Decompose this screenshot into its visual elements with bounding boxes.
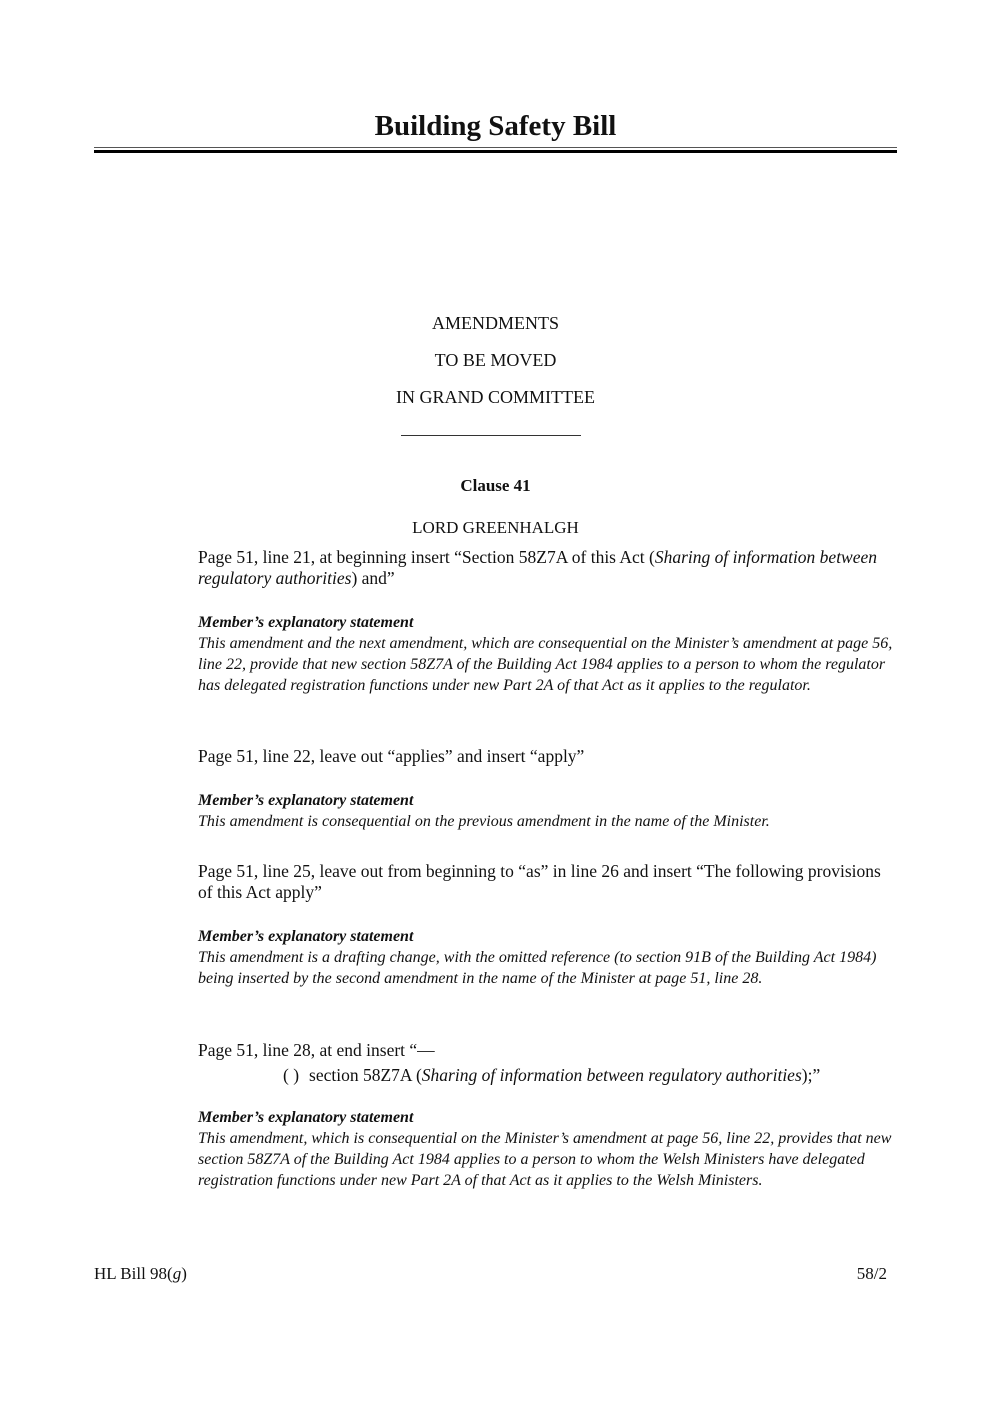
explanatory-statement-3 <box>198 926 898 989</box>
explanatory-statement-2 <box>198 790 898 832</box>
page-title: Building Safety Bill <box>374 110 617 142</box>
title-rule-thin <box>94 147 897 148</box>
statement-body: This amendment and the next amendment, which are consequential on the Minister’s amendment at page 56, line 22, provide that new section 58Z7A of the Building Act 1984 applies to a person to whom the regulator has delegated registration functions under new Part 2A of that Act as it applies to the regulator. <box>198 635 893 694</box>
amendment-1 <box>198 547 898 589</box>
insert-italic: Sharing of information between regulatory authorities <box>421 1065 802 1085</box>
amendment-3: Page 51, line 25, leave out from beginning to “as” in line 26 and insert “The following provisions of this Act apply” <box>198 861 881 902</box>
heading-line-1: AMENDMENTS <box>431 313 559 333</box>
statement-title: Member’s explanatory statement <box>198 792 414 809</box>
amendment-1-text-end: ) and” <box>351 568 395 588</box>
statement-title: Member’s explanatory statement <box>198 1109 414 1126</box>
bill-ref-suffix: ) <box>181 1264 187 1283</box>
amendment-4: Page 51, line 28, at end insert “— <box>198 1040 435 1060</box>
amendments-heading <box>0 305 991 416</box>
statement-body: This amendment is consequential on the previous amendment in the name of the Minister. <box>198 813 770 830</box>
page-reference: 58/2 <box>856 1264 887 1283</box>
paragraph-marker: ( ) <box>283 1065 300 1085</box>
member-name: LORD GREENHALGH <box>412 518 579 537</box>
statement-title: Member’s explanatory statement <box>198 928 414 945</box>
bill-reference <box>94 1264 187 1284</box>
amendment-1-italic: Sharing of information between regulatory authorities <box>198 547 878 588</box>
explanatory-statement-4 <box>198 1107 898 1191</box>
statement-body: This amendment is a drafting change, with the omitted reference (to section 91B of the Building Act 1984) being inserted by the second amendment in the name of the Minister at page 51, line 28. <box>198 949 877 987</box>
clause-heading: Clause 41 <box>460 476 531 495</box>
bill-ref-prefix: HL Bill 98( <box>94 1264 173 1283</box>
title-rule-thick <box>94 150 897 153</box>
amendment-4-insert <box>283 1065 903 1086</box>
heading-line-3: IN GRAND COMMITTEE <box>396 387 595 407</box>
explanatory-statement-1 <box>198 612 898 696</box>
heading-divider <box>401 435 581 436</box>
amendment-2: Page 51, line 22, leave out “applies” and insert “apply” <box>198 746 585 766</box>
insert-text-end: );” <box>801 1065 821 1085</box>
statement-body: This amendment, which is consequential on the Minister’s amendment at page 56, line 22, provides that new section 58Z7A of the Building Act 1984 applies to a person to whom the Welsh Ministers have delegated registration functions under new Part 2A of that Act as it applies to the Welsh Ministers. <box>198 1130 892 1189</box>
amendment-1-text: Page 51, line 21, at beginning insert “Section 58Z7A of this Act ( <box>198 547 655 567</box>
statement-title: Member’s explanatory statement <box>198 614 414 631</box>
insert-text: section 58Z7A ( <box>309 1065 422 1085</box>
bill-ref-letter: g <box>172 1264 182 1283</box>
heading-line-2: TO BE MOVED <box>434 350 557 370</box>
